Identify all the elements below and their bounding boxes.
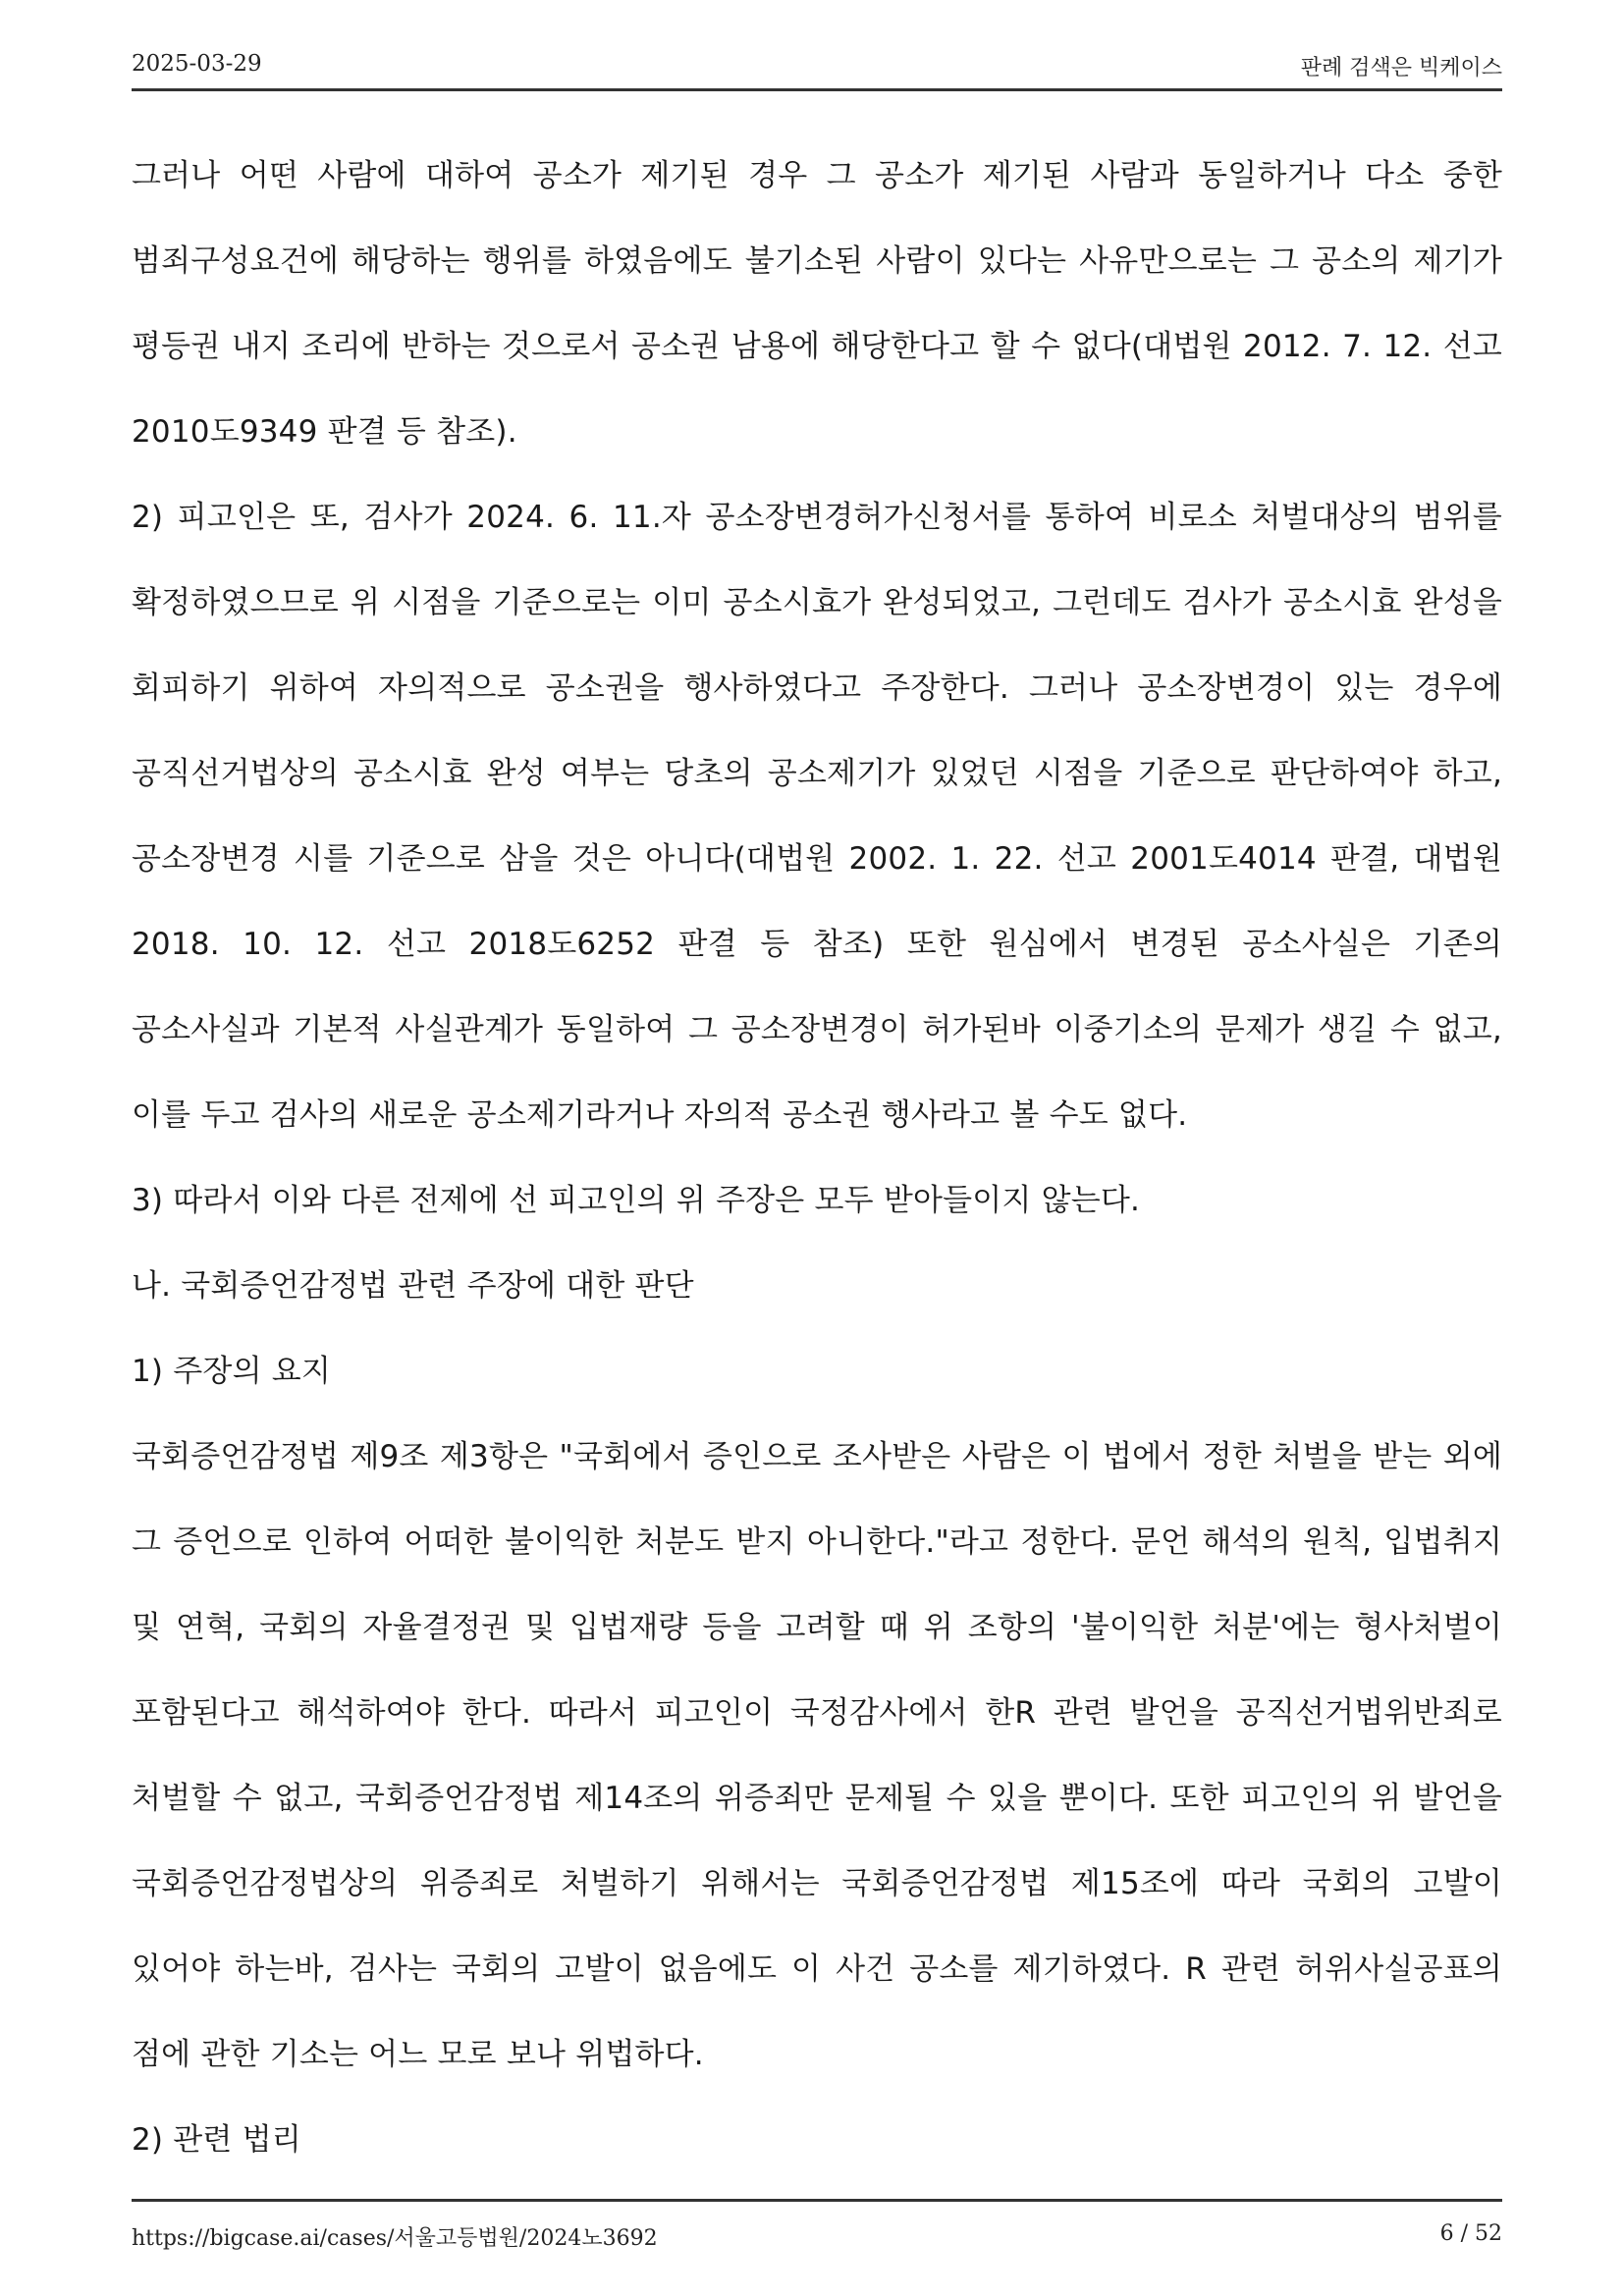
- paragraph: 3) 따라서 이와 다른 전제에 선 피고인의 위 주장은 모두 받아들이지 않는다.: [132, 1183, 1141, 1218]
- document-body: [132, 133, 1502, 2183]
- header-date: 2025-03-29: [132, 51, 262, 77]
- paragraph: 국회증언감정법 제9조 제3항은 "국회에서 증인으로 조사받은 사람은 이 법에서 정한 처벌을 받는 외에 그 증언으로 인하여 어떠한 불이익한 처분도 받지 아니한다."라고 정한다. 문언 해석의 원칙, 입법취지 및 연혁, 국회의 자율결정권 및 입법재량 등을 고려할 때 위 조항의 '불이익한 처분'에는 형사처벌이 포함된다고 해석하여야 한다. 따라서 피고인이 국정감사에서 한R 관련 발언을 공직선거법위반죄로 처벌할 수 없고, 국회증언감정법 제14조의 위증죄만 문제될 수 있을 뿐이다. 또한 피고인의 위 발언을 국회증언감정법상의 위증죄로 처벌하기 위해서는 국회증언감정법 제15조에 따라 국회의 고발이 있어야 하는바, 검사는 국회의 고발이 없음에도 이 사건 공소를 제기하였다. R 관련 허위사실공표의 점에 관한 기소는 어느 모로 보나 위법하다.: [132, 1439, 1502, 2072]
- subsection-heading: 1) 주장의 요지: [132, 1354, 332, 1389]
- subsection-heading: 2) 관련 법리: [132, 2122, 301, 2158]
- page-number: 6 / 52: [1439, 2221, 1502, 2246]
- paragraph: 2) 피고인은 또, 검사가 2024. 6. 11.자 공소장변경허가신청서를 통하여 비로소 처벌대상의 범위를 확정하였으므로 위 시점을 기준으로는 이미 공소시효가 완성되었고, 그런데도 검사가 공소시효 완성을 회피하기 위하여 자의적으로 공소권을 행사하였다고 주장한다. 그러나 공소장변경이 있는 경우에 공직선거법상의 공소시효 완성 여부는 당초의 공소제기가 있었던 시점을 기준으로 판단하여야 하고, 공소장변경 시를 기준으로 삼을 것은 아니다(대법원 2002. 1. 22. 선고 2001도4014 판결, 대법원 2018. 10. 12. 선고 2018도6252 판결 등 참조) 또한 원심에서 변경된 공소사실은 기존의 공소사실과 기본적 사실관계가 동일하여 그 공소장변경이 허가된바 이중기소의 문제가 생길 수 없고, 이를 두고 검사의 새로운 공소제기라거나 자의적 공소권 행사라고 볼 수도 없다.: [132, 500, 1502, 1133]
- header-site-title: 판례 검색은 빅케이스: [1300, 56, 1502, 80]
- page-header: [132, 49, 1502, 91]
- page-footer: [132, 2199, 1502, 2261]
- footer-url-link[interactable]: https://bigcase.ai/cases/서울고등법원/2024노3692: [132, 2226, 658, 2251]
- section-heading: 나. 국회증언감정법 관련 주장에 대한 판단: [132, 1268, 694, 1304]
- paragraph: 그러나 어떤 사람에 대하여 공소가 제기된 경우 그 공소가 제기된 사람과 동일하거나 다소 중한 범죄구성요건에 해당하는 행위를 하였음에도 불기소된 사람이 있다는 사유만으로는 그 공소의 제기가 평등권 내지 조리에 반하는 것으로서 공소권 남용에 해당한다고 할 수 없다(대법원 2012. 7. 12. 선고 2010도9349 판결 등 참조).: [132, 158, 1502, 450]
